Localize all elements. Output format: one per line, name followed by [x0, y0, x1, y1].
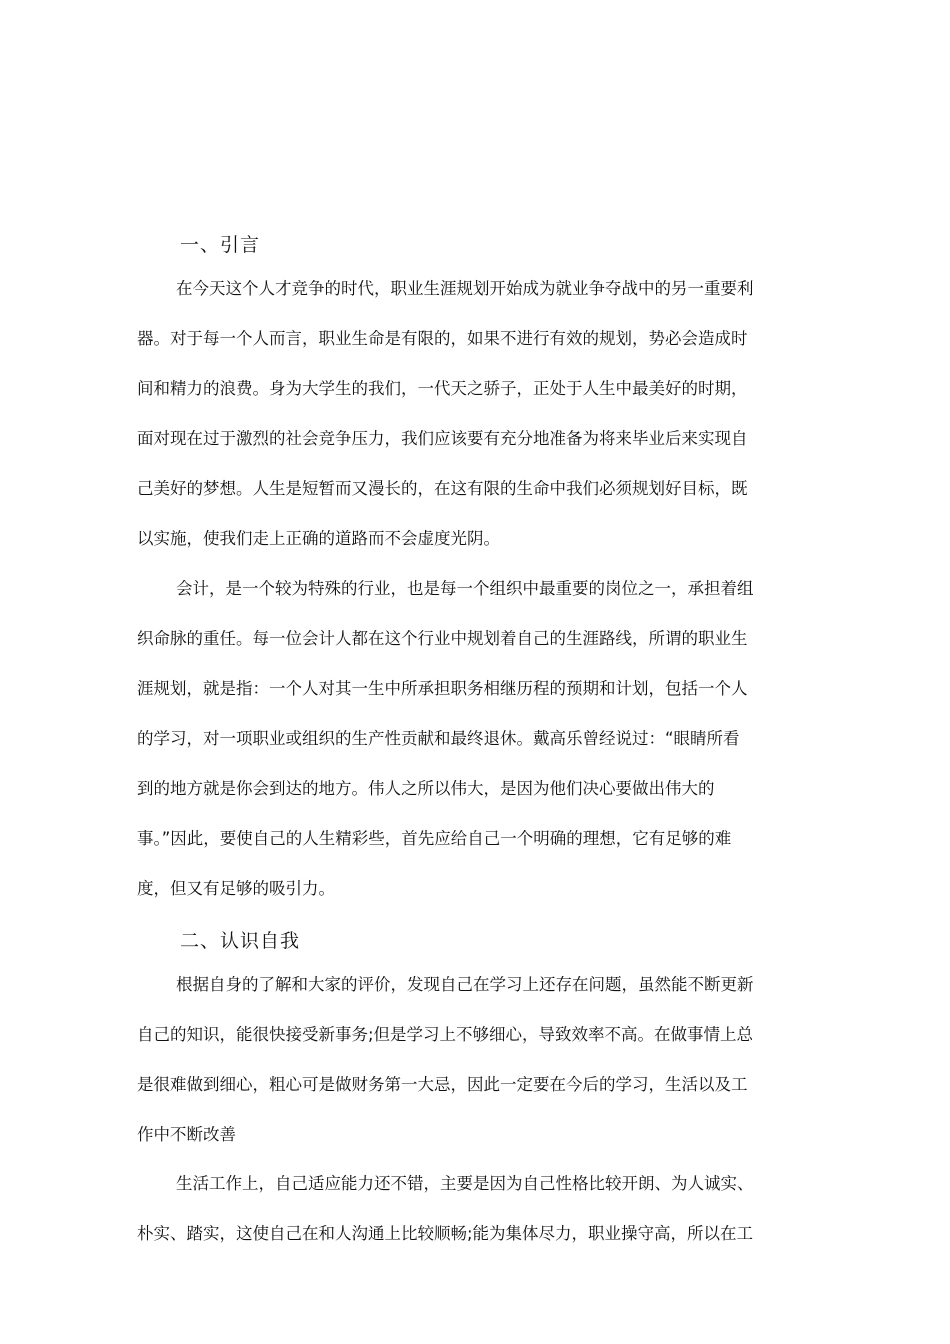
text-line: 在今天这个人才竞争的时代，职业生涯规划开始成为就业争夺战中的另一重要利: [176, 279, 754, 298]
text-line: 己美好的梦想。人生是短暂而又漫长的，在这有限的生命中我们必须规划好目标，既: [137, 479, 748, 498]
paragraph-self-2: [137, 1172, 821, 1272]
text-line: 面对现在过于激烈的社会竞争压力，我们应该要有充分地准备为将来毕业后来实现自: [137, 429, 748, 448]
text-line: 以实施，使我们走上正确的道路而不会虚度光阴。: [137, 529, 500, 548]
text-line: 涯规划，就是指：一个人对其一生中所承担职务相继历程的预期和计划，包括一个人: [137, 679, 748, 698]
text-line: 度，但又有足够的吸引力。: [137, 879, 335, 898]
text-line: 自己的知识，能很快接受新事务;但是学习上不够细心，导致效率不高。在做事情上总: [137, 1025, 754, 1044]
section-heading-introduction: 一、引言: [180, 234, 261, 256]
paragraph-intro-2: [137, 577, 821, 927]
paragraph-self-1: [137, 973, 821, 1173]
text-line: 根据自身的了解和大家的评价，发现自己在学习上还存在问题，虽然能不断更新: [176, 975, 754, 994]
text-line: 的学习，对一项职业或组织的生产性贡献和最终退休。戴高乐曾经说过：“眼睛所看: [137, 729, 740, 748]
section-heading-self-knowledge: 二、认识自我: [180, 930, 301, 952]
text-line: 会计，是一个较为特殊的行业，也是每一个组织中最重要的岗位之一，承担着组: [176, 579, 754, 598]
text-line: 是很难做到细心，粗心可是做财务第一大忌，因此一定要在今后的学习，生活以及工: [137, 1075, 748, 1094]
paragraph-intro-1: [137, 277, 821, 577]
text-line: 事。”因此，要使自己的人生精彩些，首先应给自己一个明确的理想，它有足够的难: [137, 829, 732, 848]
text-line: 朴实、踏实，这使自己在和人沟通上比较顺畅;能为集体尽力，职业操守高，所以在工: [137, 1224, 754, 1243]
text-line: 到的地方就是你会到达的地方。伟人之所以伟大，是因为他们决心要做出伟大的: [137, 779, 715, 798]
text-line: 作中不断改善: [137, 1125, 236, 1144]
text-line: 器。对于每一个人而言，职业生命是有限的，如果不进行有效的规划，势必会造成时: [137, 329, 748, 348]
text-line: 间和精力的浪费。身为大学生的我们，一代天之骄子，正处于人生中最美好的时期，: [137, 379, 748, 398]
text-line: 生活工作上，自己适应能力还不错，主要是因为自己性格比较开朗、为人诚实、: [176, 1174, 754, 1193]
text-line: 织命脉的重任。每一位会计人都在这个行业中规划着自己的生涯路线，所谓的职业生: [137, 629, 748, 648]
